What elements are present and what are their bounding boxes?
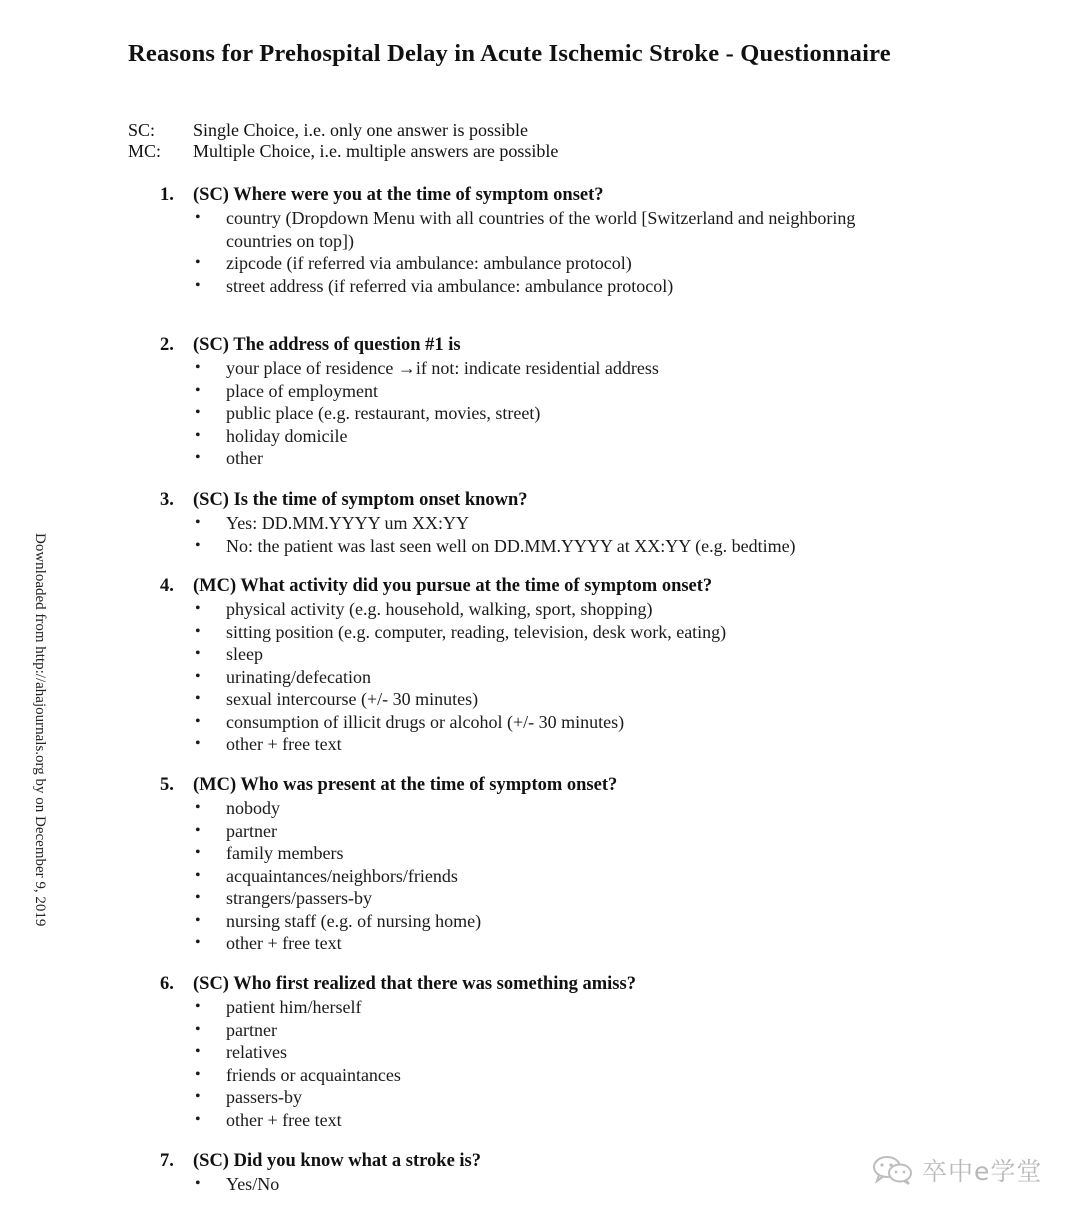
option-item xyxy=(160,1109,920,1132)
question-text: (SC) Who first realized that there was something amiss? xyxy=(193,974,636,994)
option-item xyxy=(160,1019,920,1042)
option-text: sitting position (e.g. computer, reading, television, desk work, eating) xyxy=(226,621,727,642)
option-text: physical activity (e.g. household, walking, sport, shopping) xyxy=(226,599,653,619)
question-heading xyxy=(160,972,920,996)
option-text: other + free text xyxy=(226,734,342,754)
question-item xyxy=(160,574,920,756)
option-list xyxy=(160,207,920,297)
question-item xyxy=(160,773,920,955)
option-text: Yes/No xyxy=(226,1174,280,1194)
question-item xyxy=(160,1149,920,1196)
bullet-icon: • xyxy=(195,799,201,816)
option-item xyxy=(160,512,920,535)
option-text: strangers/passers-by xyxy=(226,888,372,908)
question-item xyxy=(160,972,920,1131)
question-number: 1. xyxy=(160,185,174,205)
bullet-icon: • xyxy=(195,1175,201,1192)
bullet-icon: • xyxy=(195,645,201,662)
option-item xyxy=(160,688,920,711)
bullet-icon: • xyxy=(195,821,201,839)
option-text: urinating/defecation xyxy=(226,666,371,687)
bullet-icon: • xyxy=(195,254,201,271)
option-text: place of employment xyxy=(226,380,378,401)
bullet-icon: • xyxy=(195,1088,201,1105)
option-item xyxy=(160,910,920,933)
option-item xyxy=(160,733,920,756)
option-text: partner xyxy=(226,1019,277,1040)
bullet-icon: • xyxy=(195,911,201,929)
option-item xyxy=(160,932,920,955)
bullet-icon: • xyxy=(195,1065,201,1083)
question-heading xyxy=(160,333,920,357)
question-number: 4. xyxy=(160,576,174,596)
option-item xyxy=(160,380,920,403)
option-item xyxy=(160,797,920,820)
bullet-icon: • xyxy=(195,404,201,421)
bullet-icon: • xyxy=(195,600,201,617)
option-text: your place of residence →if not: indicate residential address xyxy=(226,358,659,378)
bullet-icon: • xyxy=(195,934,201,951)
question-heading xyxy=(160,773,920,797)
option-item xyxy=(160,535,920,558)
question-heading xyxy=(160,574,920,598)
option-item xyxy=(160,357,920,380)
option-text: No: the patient was last seen well on DD.MM.YYYY at XX:YY (e.g. bedtime) xyxy=(226,535,796,556)
bullet-icon: • xyxy=(195,449,201,466)
question-text: (MC) Who was present at the time of symptom onset? xyxy=(193,775,618,795)
bullet-icon: • xyxy=(195,1110,201,1128)
option-text: nursing staff (e.g. of nursing home) xyxy=(226,910,482,931)
bullet-icon: • xyxy=(195,1020,201,1038)
option-text: street address (if referred via ambulance: ambulance protocol) xyxy=(226,275,674,296)
option-text: family members xyxy=(226,843,344,863)
option-item xyxy=(160,447,920,470)
option-list xyxy=(160,357,920,470)
question-text: (MC) What activity did you pursue at the time of symptom onset? xyxy=(193,576,713,596)
option-item xyxy=(160,887,920,910)
bullet-icon: • xyxy=(195,1043,201,1060)
bullet-icon: • xyxy=(195,712,201,730)
option-item xyxy=(160,643,920,666)
question-text: (SC) Where were you at the time of symptom onset? xyxy=(193,185,604,205)
question-item xyxy=(160,333,920,470)
option-item xyxy=(160,1173,920,1196)
question-number: 7. xyxy=(160,1151,174,1171)
option-item xyxy=(160,425,920,448)
legend-key: SC: xyxy=(128,120,156,140)
option-item xyxy=(160,666,920,689)
question-number: 6. xyxy=(160,974,174,994)
legend-row-mc xyxy=(128,141,558,162)
question-number: 3. xyxy=(160,490,174,510)
option-text: friends or acquaintances xyxy=(226,1064,401,1085)
option-text: country (Dropdown Menu with all countries of the world [Switzerland and neighboring countries on top]) xyxy=(226,208,856,251)
bullet-icon: • xyxy=(195,735,201,752)
option-text: sexual intercourse (+/- 30 minutes) xyxy=(226,689,479,709)
bullet-icon: • xyxy=(195,866,201,884)
option-text: zipcode (if referred via ambulance: ambulance protocol) xyxy=(226,253,632,273)
option-text: passers-by xyxy=(226,1087,302,1107)
question-text: (SC) The address of question #1 is xyxy=(193,335,461,355)
option-list xyxy=(160,512,920,557)
option-item xyxy=(160,820,920,843)
watermark xyxy=(872,1152,1042,1188)
option-list xyxy=(160,797,920,955)
legend-text: Single Choice, i.e. only one answer is possible xyxy=(193,120,528,140)
option-text: relatives xyxy=(226,1042,287,1062)
option-item xyxy=(160,1041,920,1064)
bullet-icon: • xyxy=(195,359,201,376)
option-text: acquaintances/neighbors/friends xyxy=(226,865,458,886)
download-notice: Downloaded from http://ahajournals.org by on December 9, 2019 xyxy=(32,533,48,927)
page-title: Reasons for Prehospital Delay in Acute Ischemic Stroke - Questionnaire xyxy=(128,40,891,67)
option-text: public place (e.g. restaurant, movies, street) xyxy=(226,403,541,423)
option-item xyxy=(160,711,920,734)
question-heading xyxy=(160,488,920,512)
question-item xyxy=(160,183,920,297)
bullet-icon: • xyxy=(195,998,201,1015)
option-item xyxy=(160,207,920,252)
question-text: (SC) Is the time of symptom onset known? xyxy=(193,490,528,510)
bullet-icon: • xyxy=(195,209,201,226)
option-text: other xyxy=(226,448,263,468)
legend-row-sc xyxy=(128,120,558,141)
option-text: patient him/herself xyxy=(226,997,362,1017)
option-list xyxy=(160,598,920,756)
question-number: 2. xyxy=(160,335,174,355)
option-list xyxy=(160,1173,920,1196)
bullet-icon: • xyxy=(195,844,201,861)
bullet-icon: • xyxy=(195,622,201,640)
option-text: sleep xyxy=(226,644,263,664)
choice-legend xyxy=(128,120,558,162)
option-text: other + free text xyxy=(226,1109,342,1130)
bullet-icon: • xyxy=(195,889,201,906)
question-number: 5. xyxy=(160,775,174,795)
bullet-icon: • xyxy=(195,690,201,707)
option-list xyxy=(160,996,920,1131)
bullet-icon: • xyxy=(195,514,201,531)
bullet-icon: • xyxy=(195,667,201,685)
bullet-icon: • xyxy=(195,276,201,294)
option-text: Yes: DD.MM.YYYY um XX:YY xyxy=(226,513,470,533)
question-heading xyxy=(160,1149,920,1173)
option-item xyxy=(160,402,920,425)
bullet-icon: • xyxy=(195,381,201,399)
option-text: partner xyxy=(226,820,277,841)
wechat-icon xyxy=(872,1155,916,1185)
option-item xyxy=(160,865,920,888)
option-item xyxy=(160,621,920,644)
bullet-icon: • xyxy=(195,426,201,444)
option-item xyxy=(160,842,920,865)
bullet-icon: • xyxy=(195,536,201,554)
legend-text: Multiple Choice, i.e. multiple answers are possible xyxy=(193,141,559,161)
option-item xyxy=(160,996,920,1019)
question-text: (SC) Did you know what a stroke is? xyxy=(193,1151,481,1171)
option-text: consumption of illicit drugs or alcohol (+/- 30 minutes) xyxy=(226,711,625,732)
option-item xyxy=(160,275,920,298)
option-text: other + free text xyxy=(226,933,342,953)
watermark-text: 卒中e学堂 xyxy=(922,1157,1043,1186)
option-item xyxy=(160,1086,920,1109)
option-text: holiday domicile xyxy=(226,425,348,446)
option-item xyxy=(160,252,920,275)
question-heading xyxy=(160,183,920,207)
legend-key: MC: xyxy=(128,141,162,161)
option-text: nobody xyxy=(226,798,280,818)
question-item xyxy=(160,488,920,557)
option-item xyxy=(160,1064,920,1087)
option-item xyxy=(160,598,920,621)
